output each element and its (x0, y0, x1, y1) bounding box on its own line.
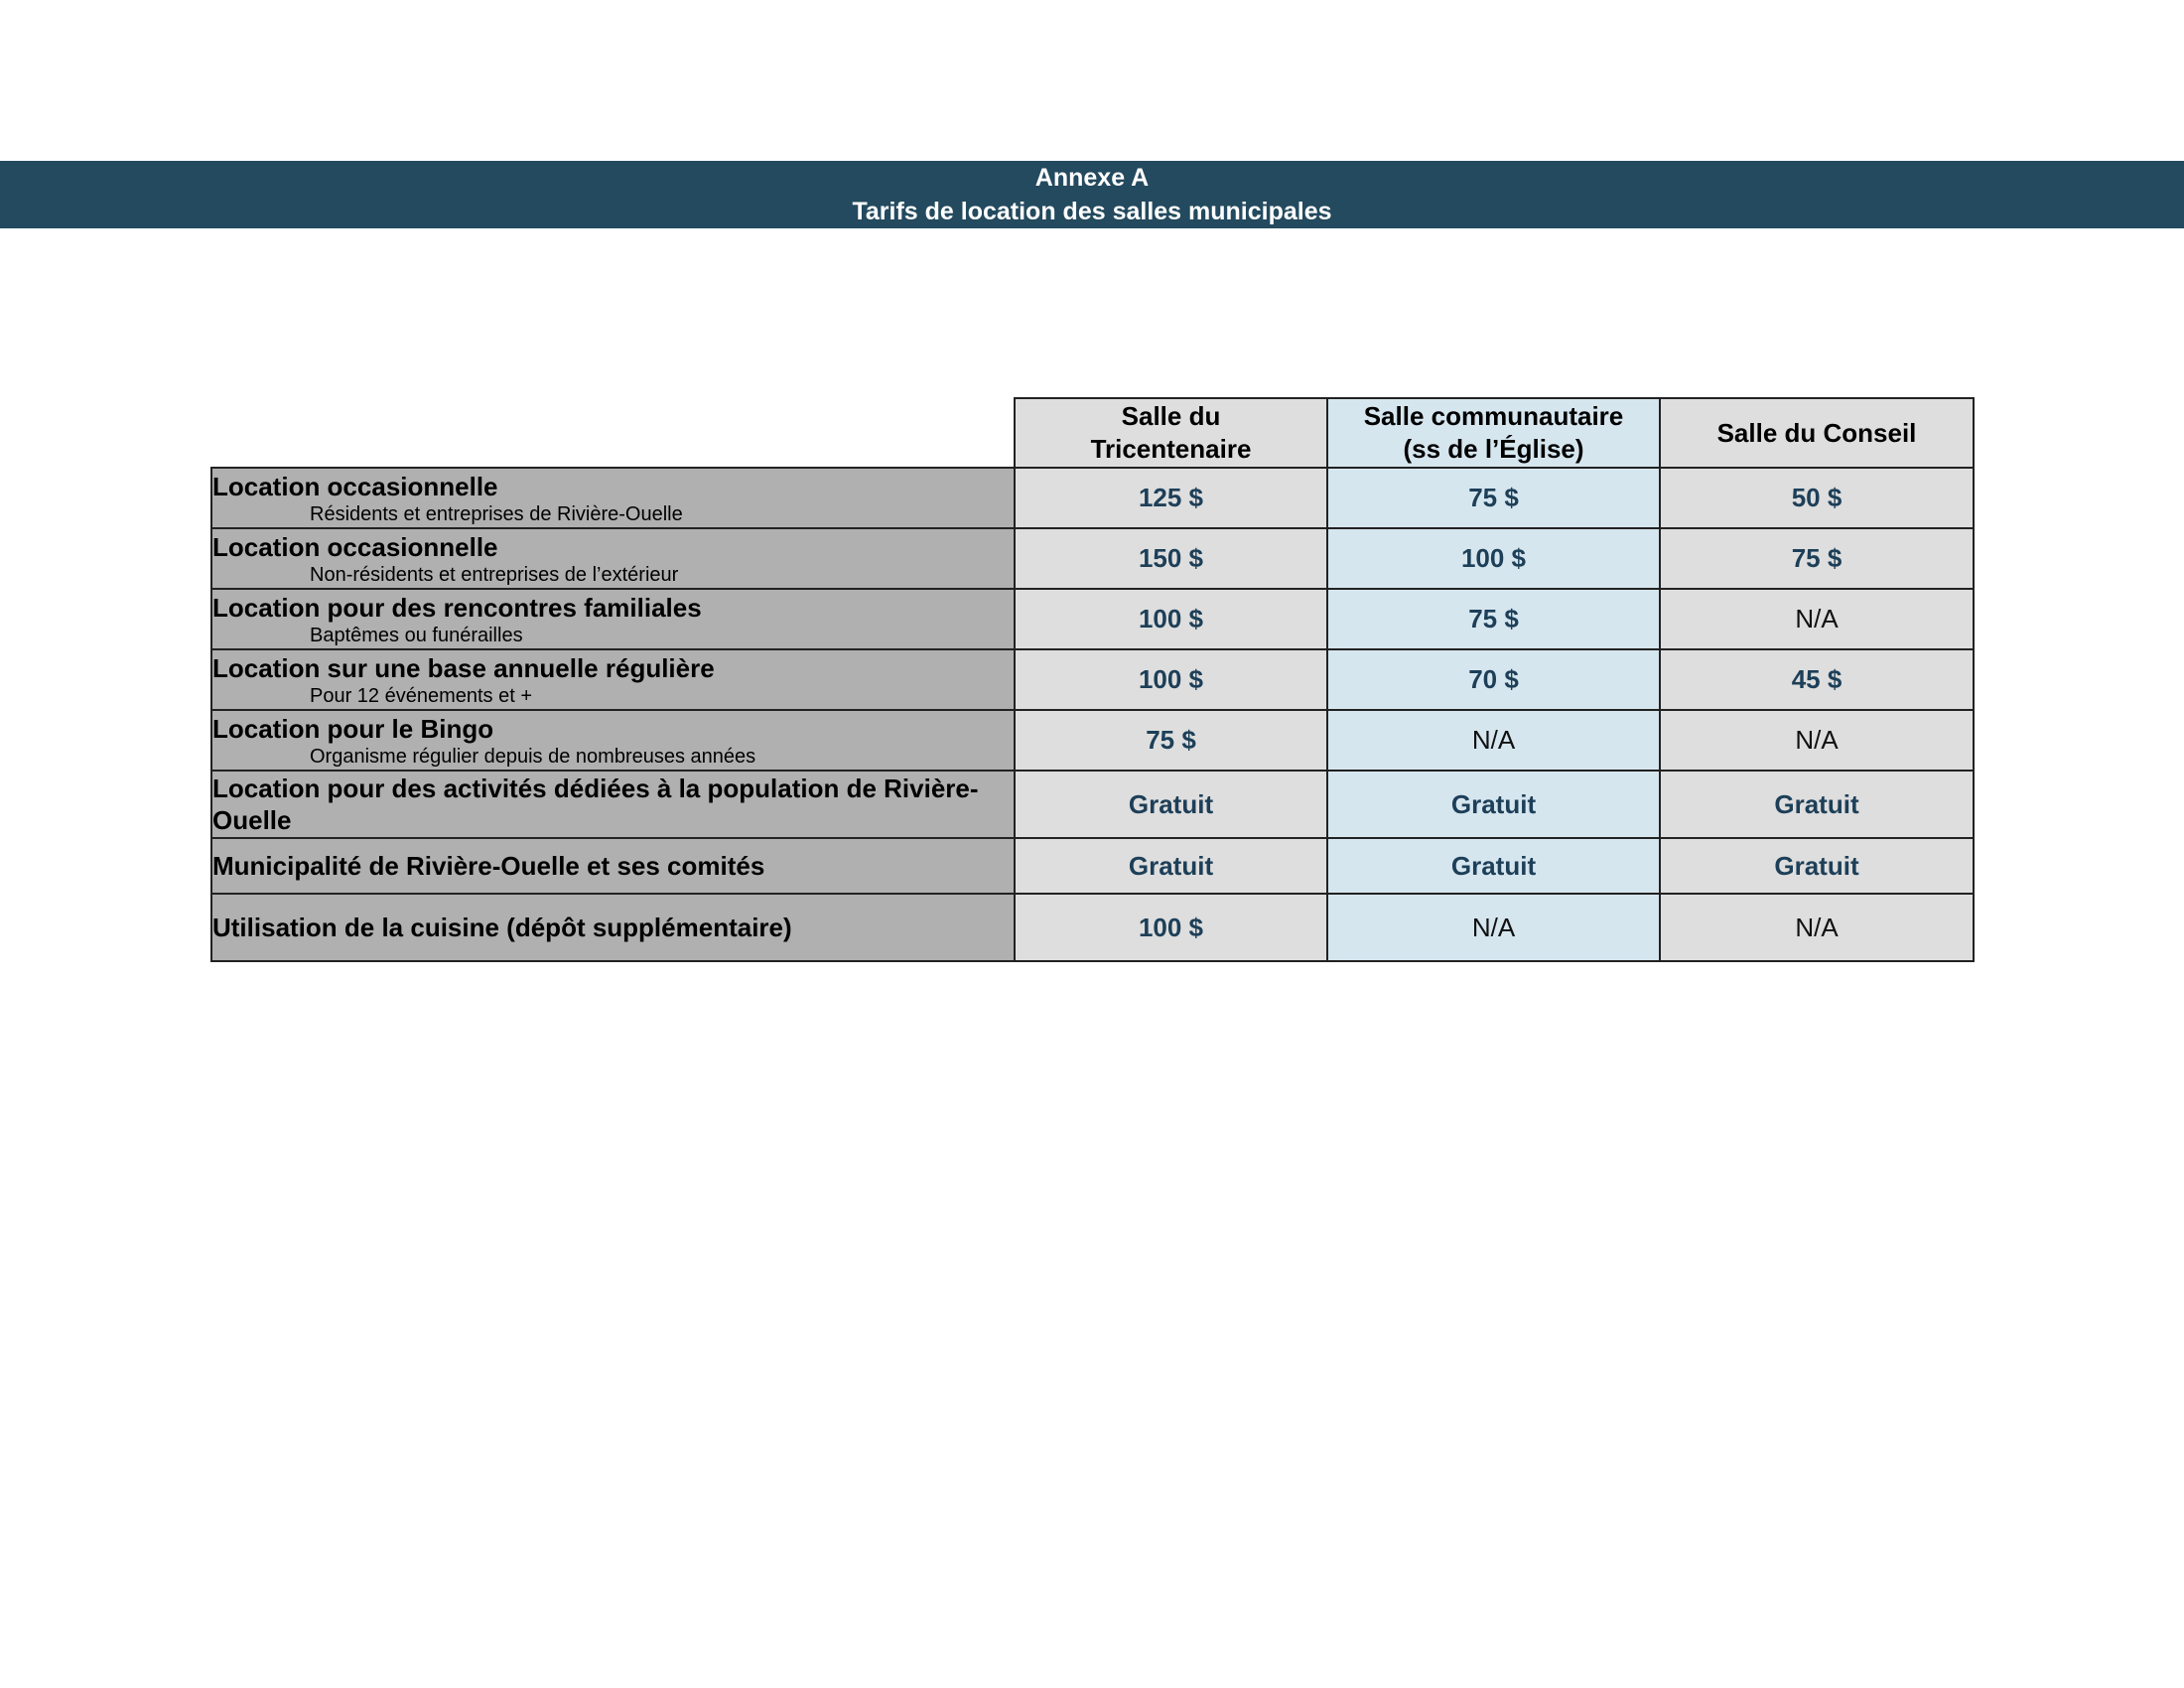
rate-cell: N/A (1327, 894, 1660, 961)
column-header-line: Salle communautaire (1363, 401, 1624, 431)
rate-cell: 50 $ (1660, 468, 1974, 528)
column-header-line: Salle du Conseil (1716, 417, 1917, 448)
row-label (211, 710, 1015, 771)
rate-cell: Gratuit (1660, 838, 1974, 894)
rate-cell: Gratuit (1015, 771, 1327, 838)
column-header-line: Tricentenaire (1090, 434, 1252, 464)
rate-cell: N/A (1660, 710, 1974, 771)
rate-cell: 125 $ (1015, 468, 1327, 528)
rate-cell: Gratuit (1327, 838, 1660, 894)
table-header-row (211, 398, 1974, 468)
row-label-main: Location occasionnelle (212, 531, 498, 562)
rate-cell: Gratuit (1660, 771, 1974, 838)
row-label-main: Location sur une base annuelle régulière (212, 652, 715, 683)
column-header-tricentenaire (1015, 398, 1327, 468)
rate-cell: N/A (1327, 710, 1660, 771)
banner-subtitle: Tarifs de location des salles municipales (852, 198, 1332, 225)
column-header-conseil (1660, 398, 1974, 468)
rate-cell: 70 $ (1327, 649, 1660, 710)
table-corner (211, 398, 1015, 468)
rate-cell: 100 $ (1015, 649, 1327, 710)
rate-cell: 75 $ (1327, 589, 1660, 649)
rate-cell: N/A (1660, 894, 1974, 961)
rate-cell: 100 $ (1015, 589, 1327, 649)
rate-cell: 75 $ (1015, 710, 1327, 771)
banner-title: Annexe A (1034, 164, 1150, 192)
table-row (211, 894, 1974, 961)
table-row (211, 468, 1974, 528)
page-banner (0, 161, 2184, 228)
row-label-sub: Non-résidents et entreprises de l’extérieur (310, 563, 679, 586)
table-row (211, 649, 1974, 710)
table-row (211, 838, 1974, 894)
row-label-sub: Résidents et entreprises de Rivière-Ouelle (310, 502, 683, 525)
row-label-main: Location occasionnelle (212, 471, 498, 501)
row-label (211, 468, 1015, 528)
rate-cell: 75 $ (1660, 528, 1974, 589)
row-label (211, 649, 1015, 710)
rate-cell: Gratuit (1015, 838, 1327, 894)
row-label (211, 528, 1015, 589)
column-header-line: (ss de l’Église) (1403, 434, 1584, 464)
row-label-main: Municipalité de Rivière-Ouelle et ses comités (212, 851, 765, 881)
table-row (211, 528, 1974, 589)
row-label-main: Utilisation de la cuisine (dépôt supplémentaire) (212, 913, 792, 942)
row-label (211, 838, 1015, 894)
row-label-main: Location pour des activités dédiées à la population de Rivière-Ouelle (212, 774, 979, 835)
rates-table (210, 397, 1975, 962)
row-label (211, 771, 1015, 838)
row-label (211, 894, 1015, 961)
row-label-main: Location pour des rencontres familiales (212, 592, 702, 623)
rate-cell: Gratuit (1327, 771, 1660, 838)
rate-cell: 100 $ (1327, 528, 1660, 589)
row-label-main: Location pour le Bingo (212, 713, 494, 744)
row-label-sub: Pour 12 événements et + (310, 684, 533, 707)
column-header-line: Salle du (1121, 401, 1221, 431)
row-label-sub: Organisme régulier depuis de nombreuses années (310, 745, 756, 768)
rate-cell: N/A (1660, 589, 1974, 649)
table-row (211, 589, 1974, 649)
rate-cell: 150 $ (1015, 528, 1327, 589)
table-row (211, 771, 1974, 838)
rate-cell: 75 $ (1327, 468, 1660, 528)
column-header-communautaire (1327, 398, 1660, 468)
row-label (211, 589, 1015, 649)
rate-cell: 45 $ (1660, 649, 1974, 710)
table-row (211, 710, 1974, 771)
row-label-sub: Baptêmes ou funérailles (310, 624, 523, 646)
rate-cell: 100 $ (1015, 894, 1327, 961)
